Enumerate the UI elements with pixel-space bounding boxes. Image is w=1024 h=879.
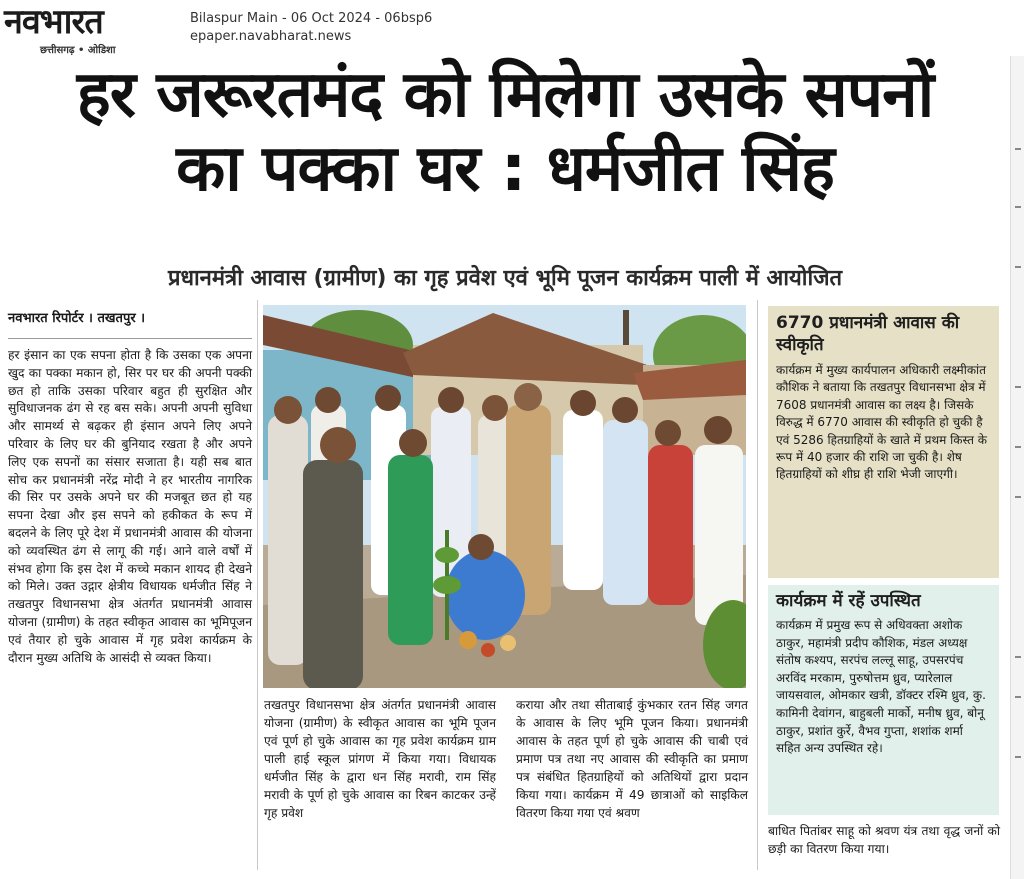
site-link[interactable]: epaper.navabharat.news	[190, 29, 352, 44]
edition-line: Bilaspur Main - 06 Oct 2024 - 06bsp6	[190, 11, 433, 26]
newspaper-logo[interactable]	[4, 2, 176, 56]
logo-tagline: छत्तीसगढ़ • ओडिशा	[40, 45, 116, 56]
middle-column-1-text: तखतपुर विधानसभा क्षेत्र अंतर्गत प्रधानमंत्री आवास योजना (ग्रामीण) के स्वीकृत आवास का भूमि पूजन एवं पूर्ण हो चुके आवास का गृह प्रवेश कार्यक्रम ग्राम पाली हाई स्कूल प्रांगण में किया गया। विधायक धर्मजीत सिंह के द्वारा धन सिंह मरावी, राम सिंह मरावी के पूर्ण हो चुके आवास का रिबन काटकर उन्हें गृह प्रवेश	[264, 698, 496, 820]
middle-column-2-text: कराया और तथा सीताबाई कुंभकार रतन सिंह जगत के आवास के लिए भूमि पूजन किया। प्रधानमंत्री आवास के तहत पूर्ण हो चुके आवास की चाबी एवं प्रमाण पत्र तथा नए आवास की स्वीकृति का प्रमाण पत्र संबंधित हितग्राहियों को अतिथियों द्वारा प्रदान किया गया। कार्यक्रम में 49 छात्राओं को साइकिल वितरण किया गया एवं श्रवण	[516, 698, 748, 820]
subheadline: प्रधानमंत्री आवास (ग्रामीण) का गृह प्रवेश एवं भूमि पूजन कार्यक्रम पाली में आयोजित	[167, 266, 843, 291]
logo-wordmark: नवभारत	[4, 2, 103, 42]
right-column-continuation: बाधित पितांबर साहू को श्रवण यंत्र तथा वृद्ध जनों को छड़ी का वितरण किया गया।	[768, 824, 1000, 856]
sidebar-box-attendees-text: कार्यक्रम में प्रमुख रूप से अधिवक्ता अशोक ठाकुर, महामंत्री प्रदीप कौशिक, मंडल अध्यक्ष संतोष कश्यप, सरपंच लल्लू साहू, उपसरपंच अरविंद मरकाम, पुरुषोत्तम ध्रुव, प्यारेलाल जायसवाल, ओमकार खत्री, डॉक्टर रश्मि ध्रुव, कु. कामिनी देवांगन, बाहुबली मार्को, मनीष ध्रुव, बोनू ठाकुर, प्रशांत कुर्रे, वैभव गुप्ता, शशांक शर्मा सहित अन्य उपस्थित रहे।	[776, 618, 986, 756]
sidebar-box-attendees	[768, 585, 999, 815]
headline-line-2: का पक्का घर : धर्मजीत सिंह	[176, 132, 834, 206]
sidebar-box-attendees-title: कार्यक्रम में रहें उपस्थित	[776, 591, 921, 611]
sidebar-box-approvals-text: कार्यक्रम में मुख्य कार्यपालन अधिकारी लक्ष्मीकांत कौशिक ने बताया कि तखतपुर विधानसभा क्षेत्र में 7608 प्रधानमंत्री आवास का लक्ष्य है। जिसके विरुद्ध में 6770 आवास की स्वीकृति हो चुकी है एवं 5286 हितग्राहियों के खाते में प्रथम किस्त के रूप में 40 हजार की राशि जा चुकी है। शेष हितग्राहियों को शीघ्र ही राशि भेजी जाएगी।	[776, 363, 987, 482]
sidebar-box-approvals	[768, 306, 999, 578]
column-divider	[757, 300, 758, 870]
headline	[0, 58, 1010, 206]
edition-info	[190, 10, 432, 46]
news-photo[interactable]	[263, 305, 746, 688]
byline: नवभारत रिपोर्टर । तखतपुर ।	[8, 308, 252, 339]
masthead	[0, 0, 1024, 56]
left-column	[8, 308, 252, 667]
sidebar-box-approvals-title: 6770 प्रधानमंत्री आवास की स्वीकृति	[776, 313, 960, 355]
left-column-text: हर इंसान का एक सपना होता है कि उसका एक अपना खुद का पक्का मकान हो, सिर पर घर की अपनी पक्की छत हो ताकि उसका परिवार बहुत ही सुरक्षित और सुविधाजनक ढंग से रह बस सके। अपनी अपनी सुविधा और सामर्थ्य से बढ़कर ही इंसान अपने लिए अपने परिवार के लिए घर की बुनियाद रखता है और अपने लिए एक सपनों का संसार सजाता है। यही सब बात सोच कर प्रधानमंत्री नरेंद्र मोदी ने हर भारतीय नागरिक की सिर पर उसके अपने घर की मजबूत छत हो यह सपना देखा और इस सपने को हकीकत के रूप में बदलने के लिए पूरे देश में प्रधानमंत्री आवास की योजना को व्यवस्थित ढंग से लागू की गई। आने वाले वर्षों में संभव होगा कि इस देश में कच्चे मकान शायद ही देखने को मिले। उक्त उद्गार क्षेत्रीय विधायक धर्मजीत सिंह ने तखतपुर विधानसभा क्षेत्र अंतर्गत प्रधानमंत्री आवास योजना (ग्रामीण) के तहत स्वीकृत आवास का भूमिपूजन एवं तैयार हो चुके आवास में गृह प्रवेश कार्यक्रम के दौरान मुख्य अतिथि के आसंदी से व्यक्त किया।	[8, 348, 252, 665]
headline-line-1: हर जरूरतमंद को मिलेगा उसके सपनों	[76, 58, 934, 132]
adjacent-page-edge	[1010, 56, 1024, 879]
column-divider	[257, 300, 258, 870]
